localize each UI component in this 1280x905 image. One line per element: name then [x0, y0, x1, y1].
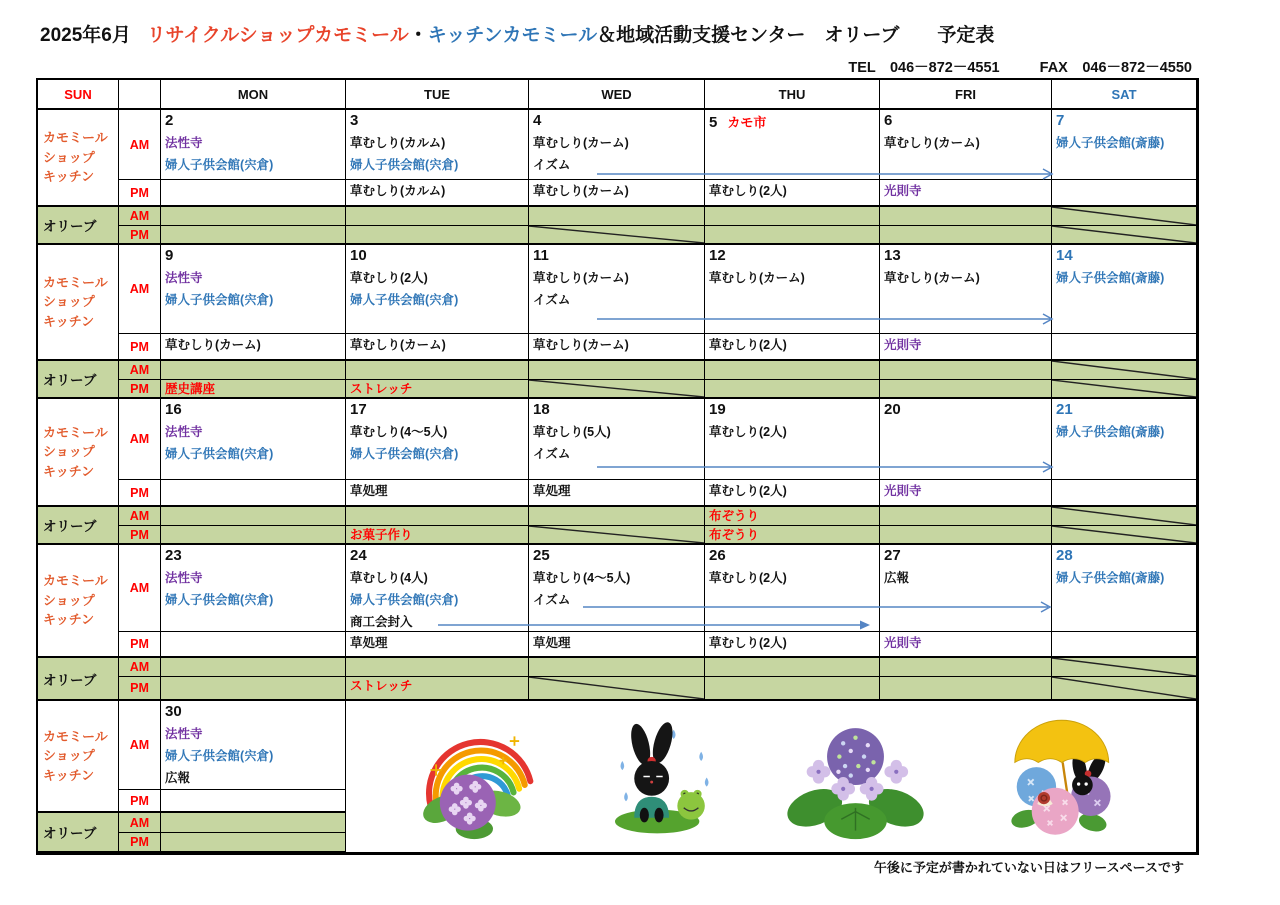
day-cell-am-fri: [880, 399, 1052, 480]
olive-cell-pm-thu: [705, 526, 880, 545]
day-cell-pm-tue: [346, 180, 529, 207]
diagonal-strike: [1052, 526, 1196, 543]
day-cell-pm-mon: [161, 480, 346, 507]
olive-cell-pm-tue: [346, 526, 529, 545]
date-number: 20: [884, 401, 901, 418]
olive-cell-am-tue: [346, 507, 529, 526]
event-text: イズム: [533, 293, 571, 307]
day-cell-pm-thu: [705, 480, 880, 507]
day-cell-am-tue: [346, 110, 529, 180]
event-text: 広報: [884, 571, 910, 585]
diagonal-strike: [1052, 677, 1196, 699]
event-text: ストレッチ: [350, 382, 413, 396]
olive-pm-label: PM: [119, 380, 161, 399]
event-text: 法性寺: [165, 136, 203, 150]
event-text: 草むしり(カーム): [884, 136, 980, 150]
event-text: 婦人子供会館(宍倉): [350, 293, 459, 307]
day-cell-pm-fri: [880, 632, 1052, 658]
date-number: 11: [533, 247, 549, 264]
date-number: 17: [350, 401, 367, 418]
week-block-2: [38, 245, 1197, 399]
event-text: 婦人子供会館(宍倉): [165, 593, 274, 607]
olive-cell-pm-thu: [705, 226, 880, 245]
date-number: 30: [165, 703, 182, 720]
event-text: 草むしり(4～5人): [350, 425, 448, 439]
day-cell-pm-sat: [1052, 632, 1197, 658]
olive-cell-pm-fri: [880, 677, 1052, 701]
date-number: 23: [165, 547, 182, 564]
event-text: 草むしり(カーム): [709, 271, 805, 285]
title-shop: リサイクルショップカモミール: [146, 25, 409, 46]
date-number: 16: [165, 401, 182, 418]
date-number: 12: [709, 247, 726, 264]
diagonal-strike: [1052, 380, 1196, 397]
tel-number: TEL 046－872－4551: [848, 60, 1000, 76]
olive-cell-am-fri: [880, 207, 1052, 226]
olive-cell-am-tue: [346, 658, 529, 677]
olive-cell-pm-sat: [1052, 380, 1197, 399]
title-month: 2025年6月: [40, 25, 131, 46]
event-text: 草処理: [350, 484, 388, 498]
event-text: 婦人子供会館(斎藤): [1056, 425, 1165, 439]
event-text: 草むしり(2人): [709, 571, 787, 585]
diagonal-strike: [1052, 207, 1196, 225]
fax-number: FAX 046－872－4550: [1039, 60, 1192, 76]
day-cell-pm-thu: [705, 632, 880, 658]
event-text: 草むしり(カーム): [533, 184, 629, 198]
event-text: 草むしり(2人): [709, 636, 787, 650]
day-cell-am-mon: [161, 110, 346, 180]
am-label: AM: [119, 545, 161, 632]
row-label-olive: オリーブ: [38, 361, 119, 399]
day-cell-pm-thu: [705, 180, 880, 207]
event-text: 草むしり(カーム): [533, 136, 629, 150]
olive-cell-pm-mon: [161, 226, 346, 245]
contact-info: [848, 56, 1192, 77]
date-number: 4: [533, 112, 542, 129]
olive-cell-am-wed: [529, 507, 705, 526]
olive-cell-am-wed: [529, 361, 705, 380]
schedule-table: [36, 78, 1199, 855]
day-cell-am-thu: [705, 110, 880, 180]
event-text: 歴史講座: [165, 382, 216, 396]
day-cell-am-tue: [346, 545, 529, 632]
olive-cell-am-mon: [161, 361, 346, 380]
day-cell-pm-mon: [161, 790, 346, 813]
olive-cell-am-fri: [880, 361, 1052, 380]
diagonal-strike: [1052, 507, 1196, 525]
olive-cell-pm-thu: [705, 677, 880, 701]
day-cell-am-mon: [161, 399, 346, 480]
day-cell-am-tue: [346, 245, 529, 334]
title-rest: ＆地域活動支援センター オリーブ 予定表: [597, 25, 995, 46]
event-text: 布ぞうり: [709, 528, 760, 542]
row-label-chamomile: カモミール ショップ キッチン: [38, 701, 119, 813]
event-text: 草むしり(2人): [709, 338, 787, 352]
day-header-mon: MON: [161, 80, 346, 110]
event-text: 婦人子供会館(斎藤): [1056, 571, 1165, 585]
event-text: 草むしり(カーム): [533, 271, 629, 285]
event-text: 光則寺: [884, 636, 922, 650]
olive-cell-pm-fri: [880, 526, 1052, 545]
diagonal-strike: [1052, 226, 1196, 243]
event-text: 商工会封入: [350, 615, 413, 629]
date-number: 18: [533, 401, 550, 418]
olive-cell-am-mon: [161, 658, 346, 677]
day-header-thu: THU: [705, 80, 880, 110]
day-cell-am-mon: [161, 701, 346, 790]
day-cell-pm-mon: [161, 632, 346, 658]
olive-cell-am-thu: [705, 658, 880, 677]
row-label-olive: オリーブ: [38, 658, 119, 701]
event-text: 草むしり(カーム): [350, 338, 446, 352]
row-label-chamomile: カモミール ショップ キッチン: [38, 110, 119, 207]
am-label: AM: [119, 110, 161, 180]
diagonal-strike: [529, 677, 704, 699]
day-cell-am-wed: [529, 110, 705, 180]
am-label: AM: [119, 245, 161, 334]
olive-pm-label: PM: [119, 677, 161, 701]
diagonal-strike: [529, 526, 704, 543]
olive-cell-pm-sat: [1052, 526, 1197, 545]
olive-cell-pm-thu: [705, 380, 880, 399]
day-cell-pm-tue: [346, 480, 529, 507]
date-number: 14: [1056, 247, 1073, 264]
day-cell-pm-sat: [1052, 334, 1197, 361]
olive-cell-am-wed: [529, 658, 705, 677]
event-text: 婦人子供会館(宍倉): [350, 158, 459, 172]
event-text: 婦人子供会館(宍倉): [165, 158, 274, 172]
event-text: 草むしり(カーム): [533, 338, 629, 352]
date-number: 19: [709, 401, 726, 418]
pm-label: PM: [119, 334, 161, 361]
date-number: 9: [165, 247, 174, 264]
pm-label: PM: [119, 180, 161, 207]
diagonal-strike: [1052, 658, 1196, 676]
event-text: イズム: [533, 158, 571, 172]
olive-cell-am-sat: [1052, 207, 1197, 226]
free-space: [346, 701, 1197, 853]
row-label-chamomile: カモミール ショップ キッチン: [38, 545, 119, 658]
event-text: 草むしり(4人): [350, 571, 428, 585]
olive-cell-pm-sat: [1052, 226, 1197, 245]
olive-cell-pm-wed: [529, 380, 705, 399]
olive-cell-pm-mon: [161, 677, 346, 701]
event-text: 婦人子供会館(斎藤): [1056, 136, 1165, 150]
week-block-5: [38, 701, 1197, 853]
olive-cell-am-tue: [346, 207, 529, 226]
olive-am-label: AM: [119, 813, 161, 833]
title-dot: ・: [408, 25, 428, 46]
day-cell-pm-fri: [880, 180, 1052, 207]
day-header-tue: TUE: [346, 80, 529, 110]
day-cell-pm-wed: [529, 334, 705, 361]
day-cell-am-fri: [880, 245, 1052, 334]
day-cell-pm-mon: [161, 180, 346, 207]
olive-cell-pm-mon: [161, 380, 346, 399]
hydrangea-flowers-illustration: [783, 713, 928, 841]
olive-cell-pm-tue: [346, 380, 529, 399]
olive-am-label: AM: [119, 361, 161, 380]
day-cell-pm-tue: [346, 334, 529, 361]
event-text: 光則寺: [884, 338, 922, 352]
rabbit-frog-rain-illustration: [604, 713, 714, 841]
olive-pm-label: PM: [119, 833, 161, 853]
day-header-fri: FRI: [880, 80, 1052, 110]
day-cell-pm-wed: [529, 480, 705, 507]
diagonal-strike: [529, 380, 704, 397]
event-text: 草むしり(2人): [350, 271, 428, 285]
olive-cell-pm-fri: [880, 226, 1052, 245]
day-cell-pm-fri: [880, 334, 1052, 361]
event-text: 草むしり(カーム): [165, 338, 261, 352]
row-label-olive: オリーブ: [38, 207, 119, 245]
olive-cell-pm-sat: [1052, 677, 1197, 701]
day-cell-pm-fri: [880, 480, 1052, 507]
day-header-sun: SUN: [38, 80, 119, 110]
diagonal-strike: [1052, 361, 1196, 379]
event-text: 婦人子供会館(宍倉): [165, 447, 274, 461]
am-label: AM: [119, 399, 161, 480]
olive-cell-pm-fri: [880, 380, 1052, 399]
olive-cell-am-sat: [1052, 507, 1197, 526]
olive-am-label: AM: [119, 507, 161, 526]
row-label-olive: オリーブ: [38, 813, 119, 853]
event-text: 光則寺: [884, 484, 922, 498]
diagonal-strike: [529, 226, 704, 243]
event-text: 草処理: [350, 636, 388, 650]
olive-cell-am-wed: [529, 207, 705, 226]
day-cell-am-thu: [705, 245, 880, 334]
event-text: 広報: [165, 771, 191, 785]
olive-pm-label: PM: [119, 226, 161, 245]
day-cell-pm-tue: [346, 632, 529, 658]
day-cell-am-thu: [705, 545, 880, 632]
weekday-header-row: [38, 80, 1197, 110]
day-cell-pm-wed: [529, 632, 705, 658]
day-cell-am-wed: [529, 399, 705, 480]
day-cell-pm-mon: [161, 334, 346, 361]
day-cell-am-mon: [161, 545, 346, 632]
olive-am-label: AM: [119, 207, 161, 226]
date-number: 28: [1056, 547, 1073, 564]
day-header-sat: SAT: [1052, 80, 1197, 110]
event-text: 草むしり(カルム): [350, 136, 446, 150]
date-number: 26: [709, 547, 726, 564]
olive-cell-pm-wed: [529, 677, 705, 701]
day-cell-am-sat: [1052, 545, 1197, 632]
row-label-olive: オリーブ: [38, 507, 119, 545]
olive-cell-am-thu: [705, 207, 880, 226]
day-cell-am-wed: [529, 545, 705, 632]
title-kitchen: キッチンカモミール: [427, 25, 598, 46]
am-label: AM: [119, 701, 161, 790]
event-text: 草むしり(4～5人): [533, 571, 631, 585]
olive-cell-am-mon: [161, 207, 346, 226]
pm-label: PM: [119, 632, 161, 658]
olive-cell-am-sat: [1052, 361, 1197, 380]
date-number: 24: [350, 547, 367, 564]
date-number: 3: [350, 112, 359, 129]
olive-cell-am-thu: [705, 361, 880, 380]
footer-note: 午後に予定が書かれていない日はフリースペースです: [873, 860, 1184, 875]
day-cell-am-fri: [880, 110, 1052, 180]
day-cell-am-wed: [529, 245, 705, 334]
olive-cell-am-mon: [161, 813, 346, 833]
date-number: 2: [165, 112, 174, 129]
olive-cell-pm-tue: [346, 677, 529, 701]
day-cell-am-sat: [1052, 110, 1197, 180]
day-cell-am-mon: [161, 245, 346, 334]
day-cell-pm-thu: [705, 334, 880, 361]
event-text: 婦人子供会館(宍倉): [165, 749, 274, 763]
event-text: 婦人子供会館(宍倉): [165, 293, 274, 307]
olive-cell-am-fri: [880, 658, 1052, 677]
page-title: [40, 20, 994, 47]
date-number: 13: [884, 247, 901, 264]
event-text: 草処理: [533, 484, 571, 498]
olive-cell-pm-wed: [529, 526, 705, 545]
event-text: 法性寺: [165, 571, 203, 585]
olive-cell-pm-tue: [346, 226, 529, 245]
day-header-wed: WED: [529, 80, 705, 110]
event-text: ストレッチ: [350, 679, 413, 693]
date-number: 10: [350, 247, 367, 264]
week-block-3: [38, 399, 1197, 545]
olive-cell-am-thu: [705, 507, 880, 526]
day-cell-pm-wed: [529, 180, 705, 207]
week-block-4: [38, 545, 1197, 701]
day-cell-pm-sat: [1052, 180, 1197, 207]
pm-label: PM: [119, 480, 161, 507]
free-space-illustrations: [346, 701, 1196, 852]
corner-cell: [119, 80, 161, 110]
olive-cell-pm-mon: [161, 833, 346, 853]
event-text: 草むしり(2人): [709, 425, 787, 439]
date-number: 5 カモ市: [709, 114, 767, 131]
event-text: 婦人子供会館(宍倉): [350, 593, 459, 607]
olive-cell-am-fri: [880, 507, 1052, 526]
event-text: イズム: [533, 447, 571, 461]
olive-pm-label: PM: [119, 526, 161, 545]
day-cell-am-sat: [1052, 399, 1197, 480]
olive-cell-pm-mon: [161, 526, 346, 545]
day-cell-am-fri: [880, 545, 1052, 632]
event-text: 草むしり(カルム): [350, 184, 446, 198]
olive-cell-am-mon: [161, 507, 346, 526]
day-cell-am-tue: [346, 399, 529, 480]
date-number: 21: [1056, 401, 1073, 418]
pm-label: PM: [119, 790, 161, 813]
date-note: カモ市: [727, 115, 767, 130]
event-text: 草むしり(カーム): [884, 271, 980, 285]
event-text: 草むしり(2人): [709, 484, 787, 498]
event-text: お菓子作り: [350, 528, 413, 542]
event-text: 婦人子供会館(宍倉): [350, 447, 459, 461]
olive-cell-am-tue: [346, 361, 529, 380]
event-text: 光則寺: [884, 184, 922, 198]
event-text: 法性寺: [165, 727, 203, 741]
event-text: 草むしり(2人): [709, 184, 787, 198]
event-text: イズム: [533, 593, 571, 607]
date-number: 27: [884, 547, 901, 564]
event-text: 婦人子供会館(斎藤): [1056, 271, 1165, 285]
row-label-chamomile: カモミール ショップ キッチン: [38, 399, 119, 507]
event-text: 法性寺: [165, 271, 203, 285]
day-cell-pm-sat: [1052, 480, 1197, 507]
row-label-chamomile: カモミール ショップ キッチン: [38, 245, 119, 361]
rainbow-hydrangea-illustration: [423, 713, 535, 841]
date-number: 6: [884, 112, 893, 129]
event-text: 草処理: [533, 636, 571, 650]
day-cell-am-sat: [1052, 245, 1197, 334]
event-text: 草むしり(5人): [533, 425, 611, 439]
umbrella-rabbit-hydrangea-illustration: [997, 713, 1119, 841]
olive-cell-pm-wed: [529, 226, 705, 245]
olive-cell-am-sat: [1052, 658, 1197, 677]
week-block-1: [38, 110, 1197, 245]
date-number: 7: [1056, 112, 1065, 129]
event-text: 法性寺: [165, 425, 203, 439]
day-cell-am-thu: [705, 399, 880, 480]
event-text: 布ぞうり: [709, 509, 760, 523]
olive-am-label: AM: [119, 658, 161, 677]
date-number: 25: [533, 547, 550, 564]
